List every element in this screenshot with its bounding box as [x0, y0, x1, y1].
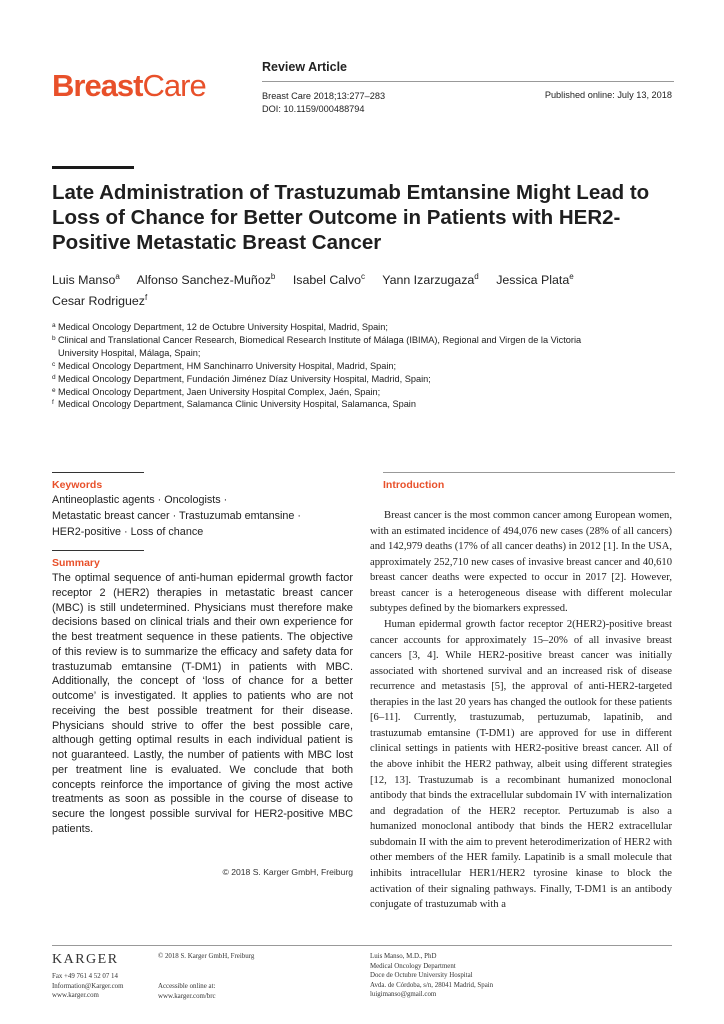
author-list [52, 268, 682, 310]
publisher-logo: KARGER [52, 952, 119, 967]
summary-heading: Summary [52, 557, 100, 569]
author-1[interactable]: Luis Manso$^a$ [52, 272, 120, 288]
correspondence-line: Avda. de Córdoba, s/n, 28041 Madrid, Spain [370, 981, 494, 989]
access-label: Accessible online at: [158, 983, 216, 990]
introduction-paragraph-2: Human epidermal growth factor receptor 2(HER2)-positive breast cancer accounts for approximately 15–20% of all invasive breast cancers [3, 4]. While HER2-positive breast cancer was initially associated with shortened survival and an increased risk of disease recurrence and metastasis [5], the approval of anti-HER2-targeted therapies in the last 20 years has changed the outlook for these patients [6–11]. Currently, trastuzumab, pertuzumab, lapatinib, and trastuzumab emtansine (T-DM1) are approved for use in different clinical settings in patients with HER2-positive breast cancer. All of the above inhibit the HER2 pathway, albeit using different strategies [12, 13]. Trastuzumab is a recombinant humanized monoclonal antibody that binds the extracellular subdomain IV with internalization and degradation of the HER2 receptor. Pertuzumab is also a humanized monoclonal antibody that binds the HER2 extracellular subdomain II with the aim to prevent heterodimerization of HER2 with other members of the HER family. Lapatinib is a small molecule that inhibits intracellular HER1/HER2 tyrosine kinase to block the activation of their signaling pathways. Finally, T-DM1 is an antibody conjugate of trastuzumab with a [370, 618, 672, 911]
introduction-rule [383, 472, 675, 473]
correspondence-line: Medical Oncology Department [370, 962, 456, 970]
author-4[interactable]: Yann Izarzugaza$^d$ [382, 272, 479, 288]
correspondence-line: Doce de Octubre University Hospital [370, 972, 473, 980]
keywords-heading: Keywords [52, 479, 103, 491]
published-date: Published online: July 13, 2018 [544, 90, 672, 100]
correspondence-email[interactable]: luigimanso@gmail.com [370, 991, 437, 999]
correspondence-name: Luis Manso, M.D., PhD [370, 953, 437, 960]
affiliation-f: f Medical Oncology Department, Salamanca Clinic University Hospital, Salamanca, Spain [52, 399, 416, 410]
title-accent-bar [52, 166, 134, 169]
author-5[interactable]: Jessica Plata$^e$ [496, 272, 574, 288]
affiliation-list [52, 321, 672, 411]
author-2[interactable]: Alfonso Sanchez-Muñoz$^b$ [136, 272, 276, 288]
doi-line[interactable]: DOI: 10.1159/000488794 [262, 103, 365, 114]
affiliation-a: a Medical Oncology Department, 12 de Octubre University Hospital, Madrid, Spain; [52, 322, 388, 332]
correspondence-address [370, 952, 493, 1000]
keywords-line: Metastatic breast cancer · Trastuzumab emtansine · [52, 510, 302, 522]
introduction-text [370, 508, 672, 913]
article-title: Late Administration of Trastuzumab Emtansine Might Lead to Loss of Chance for Better Outcome in Patients with HER2-Positive Metastatic Breast Cancer [52, 181, 650, 254]
introduction-paragraph-1: Breast cancer is the most common cancer among European women, with an estimated incidence of 494,076 new cases (28% of all cancers) and 142,979 deaths (17% of all cancer deaths) in 2012 [1]. In the USA, approximately 252,710 new cases of invasive breast cancer and 40,610 breast cancer deaths were expected to occur in 2017 [2]. However, breast cancer is a heterogeneous disease with different molecular subtypes defined by the biomarkers expressed. [370, 510, 672, 615]
contact-website[interactable]: www.karger.com [52, 992, 99, 1000]
contact-email[interactable]: Information@Karger.com [52, 982, 124, 990]
publisher-contact [52, 972, 123, 1001]
logo-word-care: Care [142, 68, 206, 103]
keywords-line: HER2-positive · Loss of chance [52, 526, 204, 538]
header-divider [262, 81, 674, 82]
introduction-heading: Introduction [383, 479, 445, 491]
citation-line: Breast Care 2018;13:277–283 [262, 91, 386, 101]
summary-rule [52, 550, 144, 551]
summary-copyright: © 2018 S. Karger GmbH, Freiburg [222, 867, 353, 877]
keywords-rule [52, 472, 144, 473]
contact-fax: Fax +49 761 4 52 07 14 [52, 973, 118, 980]
affiliation-b: b Clinical and Translational Cancer Research, Biomedical Research Institute of Málaga (IBIMA), Regional and Virgen de la Victoria [52, 334, 582, 345]
journal-logo [52, 70, 206, 101]
footer-divider [52, 945, 672, 946]
author-6[interactable]: Cesar Rodriguez$^f$ [52, 293, 148, 309]
footer-copyright: © 2018 S. Karger GmbH, Freiburg [158, 953, 255, 960]
article-type: Review Article [262, 60, 347, 74]
affiliation-c: c Medical Oncology Department, HM Sanchinarro University Hospital, Madrid, Spain; [52, 360, 397, 371]
footer-access [158, 982, 216, 1001]
affiliation-d: d Medical Oncology Department, Fundación Jiménez Díaz University Hospital, Madrid, Spain; [52, 373, 431, 384]
summary-text: The optimal sequence of anti-human epidermal growth factor receptor 2 (HER2) therapies in metastatic breast cancer (MBC) is still undetermined. Physicians must therefore make decisions based on clinical trials and their own experience for the best treatment sequence in these patients. The objective of this review is to summarize the efficacy and safety data for trastuzumab emtansine (T-DM1) in patients with MBC. Additionally, the concept of ‘loss of chance for a better outcome’ is investigated. It applies to patients who are not receiving the best possible treatment for their disease. Physicians should strive to offer the best possible care, although getting optimal results in each individual patient is not guaranteed. Lastly, the number of patients with MBC lost per treatment line is evaluated. We conclude that both concepts reinforce the importance of giving the most active treatments as soon as possible in the course of disease to secure the longest possible survival for HER2-positive MBC patients. [52, 572, 353, 835]
affiliation-e: e Medical Oncology Department, Jaen University Hospital Complex, Jaén, Spain; [52, 386, 381, 397]
access-link[interactable]: www.karger.com/brc [158, 992, 216, 1000]
author-3[interactable]: Isabel Calvo$^c$ [292, 272, 365, 288]
keywords-line: Antineoplastic agents · Oncologists · [52, 494, 228, 506]
keywords-list [52, 492, 342, 540]
logo-word-breast: Breast [52, 68, 143, 103]
affiliation-b-continued: University Hospital, Málaga, Spain; [58, 347, 201, 358]
citation [262, 90, 385, 115]
